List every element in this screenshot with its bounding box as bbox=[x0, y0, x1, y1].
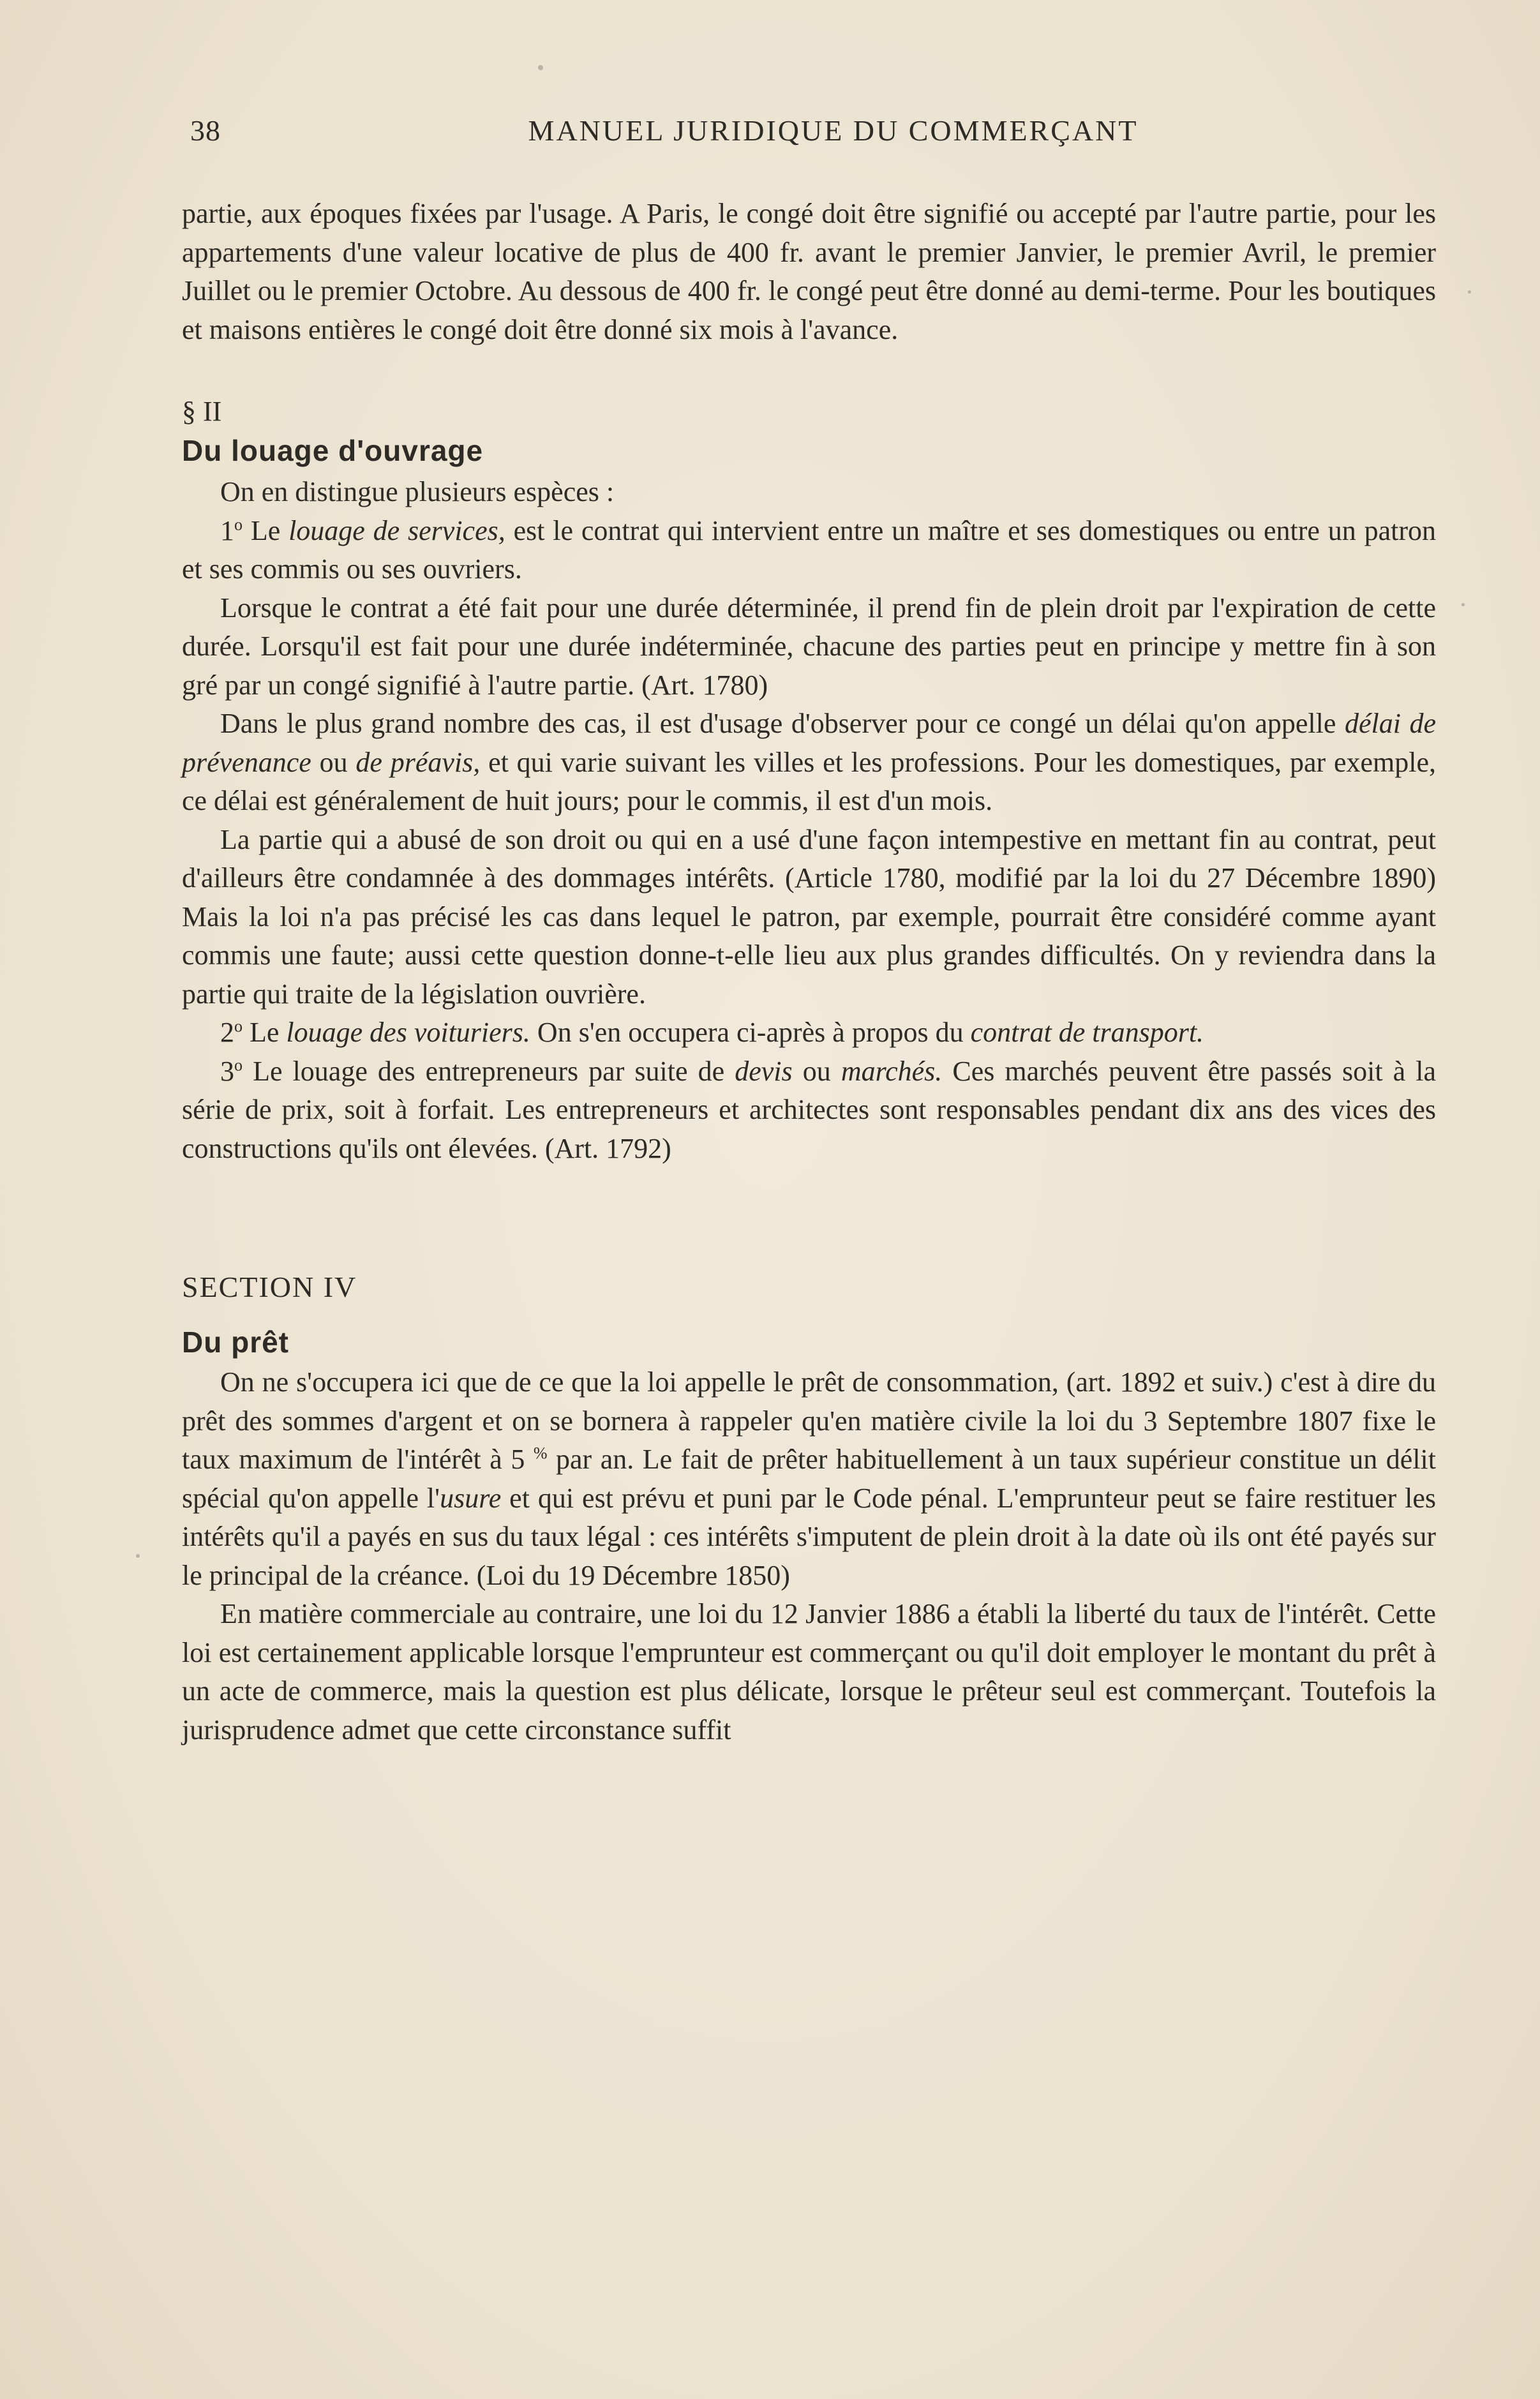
paragraph-lorsque: Lorsque le contrat a été fait pour une durée déterminée, il prend fin de plein droit par l'expiration de cette durée. Lorsqu'il est fait pour une durée indéterminée, chacune des parties peut en principe y mettre fin à son gré par un congé signifié à l'autre partie. (Art. 1780) bbox=[182, 592, 1436, 701]
paragraph-intro: On en distingue plusieurs espèces : bbox=[220, 476, 615, 507]
italic-term: de préavis, bbox=[355, 746, 481, 778]
paper-speck bbox=[538, 65, 543, 70]
paragraph-dans bbox=[182, 705, 1436, 821]
ordinal-suffix: o bbox=[234, 1017, 243, 1036]
text-run: ou bbox=[311, 746, 356, 778]
italic-term: louage des voituriers. bbox=[286, 1017, 530, 1048]
paper-speck bbox=[1462, 603, 1465, 606]
text-run: et qui varie suivant les villes et les professions. Pour les domestiques, par exemple, ce délai est généralement de huit jours; pour le commis, il est d'un mois. bbox=[182, 746, 1436, 816]
item-number: 1 bbox=[220, 514, 234, 546]
italic-term: louage de services, bbox=[288, 514, 505, 546]
paragraph-item-2 bbox=[182, 1013, 1436, 1052]
text-run: et qui est prévu et puni par le Code pénal. L'emprunteur peut se faire restituer les intérêts qu'il a payés en sus du taux légal : ces intérêts s'imputent de plein droit à la date où ils ont été payés sur le principal de la créance. (Loi du 19 Décembre 1850) bbox=[182, 1482, 1436, 1591]
text-run: Le bbox=[243, 1017, 287, 1048]
text-run: Le louage des entrepreneurs par suite de bbox=[243, 1055, 735, 1087]
paragraph-item-1 bbox=[182, 512, 1436, 589]
paragraph-continuation: partie, aux époques fixées par l'usage. A Paris, le congé doit être signifié ou accepté par l'autre partie, pour les appartements d'une valeur locative de plus de 400 fr. avant le premier Janvier, le premier Avril, le premier Juillet ou le premier Octobre. Au dessous de 400 fr. le congé peut être donné au demi-terme. Pour les boutiques et maisons entières le congé doit être donné six mois à l'avance. bbox=[182, 198, 1436, 345]
italic-term: devis bbox=[735, 1055, 793, 1087]
section-heading: Du prêt bbox=[182, 1326, 289, 1359]
text-run: par an. Le fait de prêter habituellement à un taux supérieur constitue un délit spécial qu'on appelle l' bbox=[182, 1444, 1436, 1514]
item-number: 2 bbox=[220, 1017, 234, 1048]
text-run: ou bbox=[792, 1055, 841, 1087]
text-run: Ces marchés peuvent être passés soit à la série de prix, soit à forfait. Les entrepreneurs et architectes sont responsables pendant dix ans des vices des constructions qu'ils ont élevées. (Art. 1792) bbox=[182, 1055, 1437, 1164]
italic-term: usure bbox=[440, 1482, 502, 1514]
item-number: 3 bbox=[220, 1055, 234, 1087]
text-run: est le contrat qui intervient entre un maître et ses domestiques ou entre un patron et ses commis ou ses ouvriers. bbox=[182, 514, 1437, 585]
paragraph-pret-2: En matière commerciale au contraire, une loi du 12 Janvier 1886 a établi la liberté du taux de l'intérêt. Cette loi est certainement applicable lorsque l'emprunteur est commerçant ou qu'il doit employer le montant du prêt à un acte de commerce, mais la question est plus délicate, lorsque le prêteur seul est commerçant. Toutefois la jurisprudence admet que cette circonstance suffit bbox=[182, 1598, 1436, 1745]
paragraph-item-3 bbox=[182, 1052, 1436, 1169]
paragraph-partie: La partie qui a abusé de son droit ou qui en a usé d'une façon intempestive en mettant fin au contrat, peut d'ailleurs être condamnée à des dommages intérêts. (Article 1780, modifié par la loi du 27 Décembre 1890) Mais la loi n'a pas précisé les cas dans lequel le patron, par exemple, pourrait être considéré comme ayant commis une faute; aussi cette question donne-t-elle lieu aux plus grandes difficultés. On y reviendra dans la partie qui traite de la législation ouvrière. bbox=[182, 823, 1436, 1010]
section-heading: Du louage d'ouvrage bbox=[182, 434, 484, 467]
italic-term: marchés. bbox=[841, 1055, 943, 1087]
running-title: MANUEL JURIDIQUE DU COMMERÇANT bbox=[528, 114, 1139, 147]
text-run: On ne s'occupera ici que de ce que la loi appelle le prêt de consommation, (art. 1892 et suiv.) c'est à dire du prêt des sommes d'argent et on se bornera à rappeler qu'en matière civile la loi du 3 Septembre 1807 fixe le taux maximum de l'intérêt à 5 bbox=[182, 1366, 1436, 1475]
paper-speck bbox=[1468, 290, 1471, 294]
italic-term: délai de prévenance bbox=[182, 708, 1436, 778]
page-body bbox=[182, 195, 1436, 1749]
percent-sign: % bbox=[533, 1444, 548, 1463]
italic-term: contrat de transport. bbox=[970, 1017, 1204, 1048]
paragraph-pret-1 bbox=[182, 1363, 1436, 1595]
section-mark: § II bbox=[182, 396, 222, 427]
page-number: 38 bbox=[190, 114, 221, 147]
text-run: Le bbox=[243, 514, 289, 546]
paper-speck bbox=[136, 1554, 140, 1558]
text-run: Dans le plus grand nombre des cas, il est d'usage d'observer pour ce congé un délai qu'on appelle bbox=[220, 708, 1345, 739]
section-title: SECTION IV bbox=[182, 1271, 357, 1303]
ordinal-suffix: o bbox=[234, 1055, 243, 1074]
page-header bbox=[190, 114, 1438, 165]
text-run: On s'en occupera ci-après à propos du bbox=[530, 1017, 971, 1048]
ordinal-suffix: o bbox=[234, 514, 243, 534]
